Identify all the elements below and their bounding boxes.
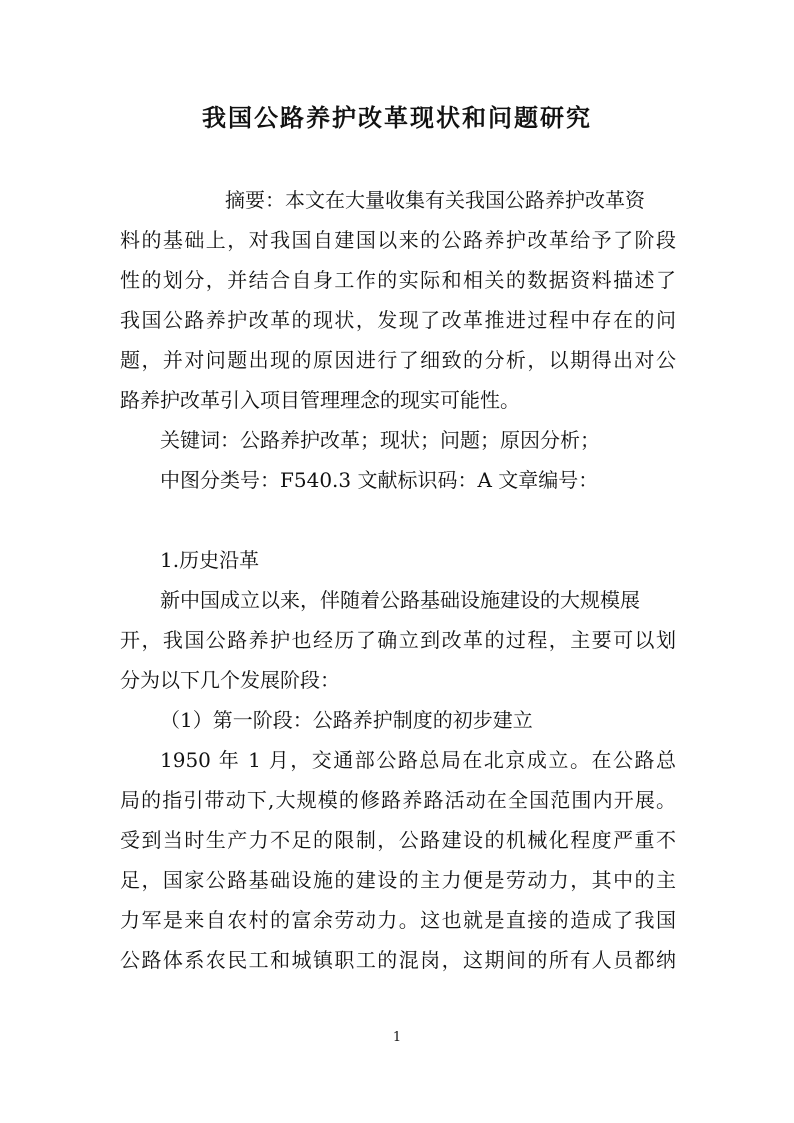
body-line-5: 局的指引带动下,大规模的修路养路活动在全国范围内开展。 — [120, 788, 676, 812]
body-line-2: 开，我国公路养护也经历了确立到改革的过程，主要可以划 — [120, 628, 676, 652]
body-line-7: 足，国家公路基础设施的建设的主力便是劳动力，其中的主 — [120, 868, 676, 892]
body-line-4: 1950 年 1 月，交通部公路总局在北京成立。在公路总 — [160, 748, 676, 772]
abstract-line-4: 我国公路养护改革的现状，发现了改革推进过程中存在的问 — [120, 308, 676, 332]
subsection-heading: （1）第一阶段：公路养护制度的初步建立 — [160, 708, 533, 732]
abstract-line-1: 摘要：本文在大量收集有关我国公路养护改革资 — [225, 188, 645, 212]
body-line-6: 受到当时生产力不足的限制，公路建设的机械化程度严重不 — [120, 828, 676, 852]
abstract-line-5: 题，并对问题出现的原因进行了细致的分析，以期得出对公 — [120, 348, 676, 372]
body-line-3: 分为以下几个发展阶段： — [120, 668, 340, 692]
page-number: 1 — [392, 1030, 402, 1045]
body-line-8: 力军是来自农村的富余劳动力。这也就是直接的造成了我国 — [120, 908, 676, 932]
body-line-9: 公路体系农民工和城镇职工的混岗，这期间的所有人员都纳 — [120, 948, 676, 972]
abstract-line-2: 料的基础上，对我国自建国以来的公路养护改革给予了阶段 — [120, 228, 676, 252]
classification-line: 中图分类号：F540.3 文献标识码：A 文章编号： — [160, 468, 599, 492]
keywords-line: 关键词：公路养护改革；现状；问题；原因分析； — [160, 428, 600, 452]
document-title: 我国公路养护改革现状和问题研究 — [202, 104, 592, 132]
section-heading: 1.历史沿革 — [160, 548, 260, 572]
body-line-1: 新中国成立以来，伴随着公路基础设施建设的大规模展 — [160, 588, 640, 612]
abstract-line-3: 性的划分，并结合自身工作的实际和相关的数据资料描述了 — [120, 268, 676, 292]
abstract-line-6: 路养护改革引入项目管理理念的现实可能性。 — [120, 388, 520, 412]
